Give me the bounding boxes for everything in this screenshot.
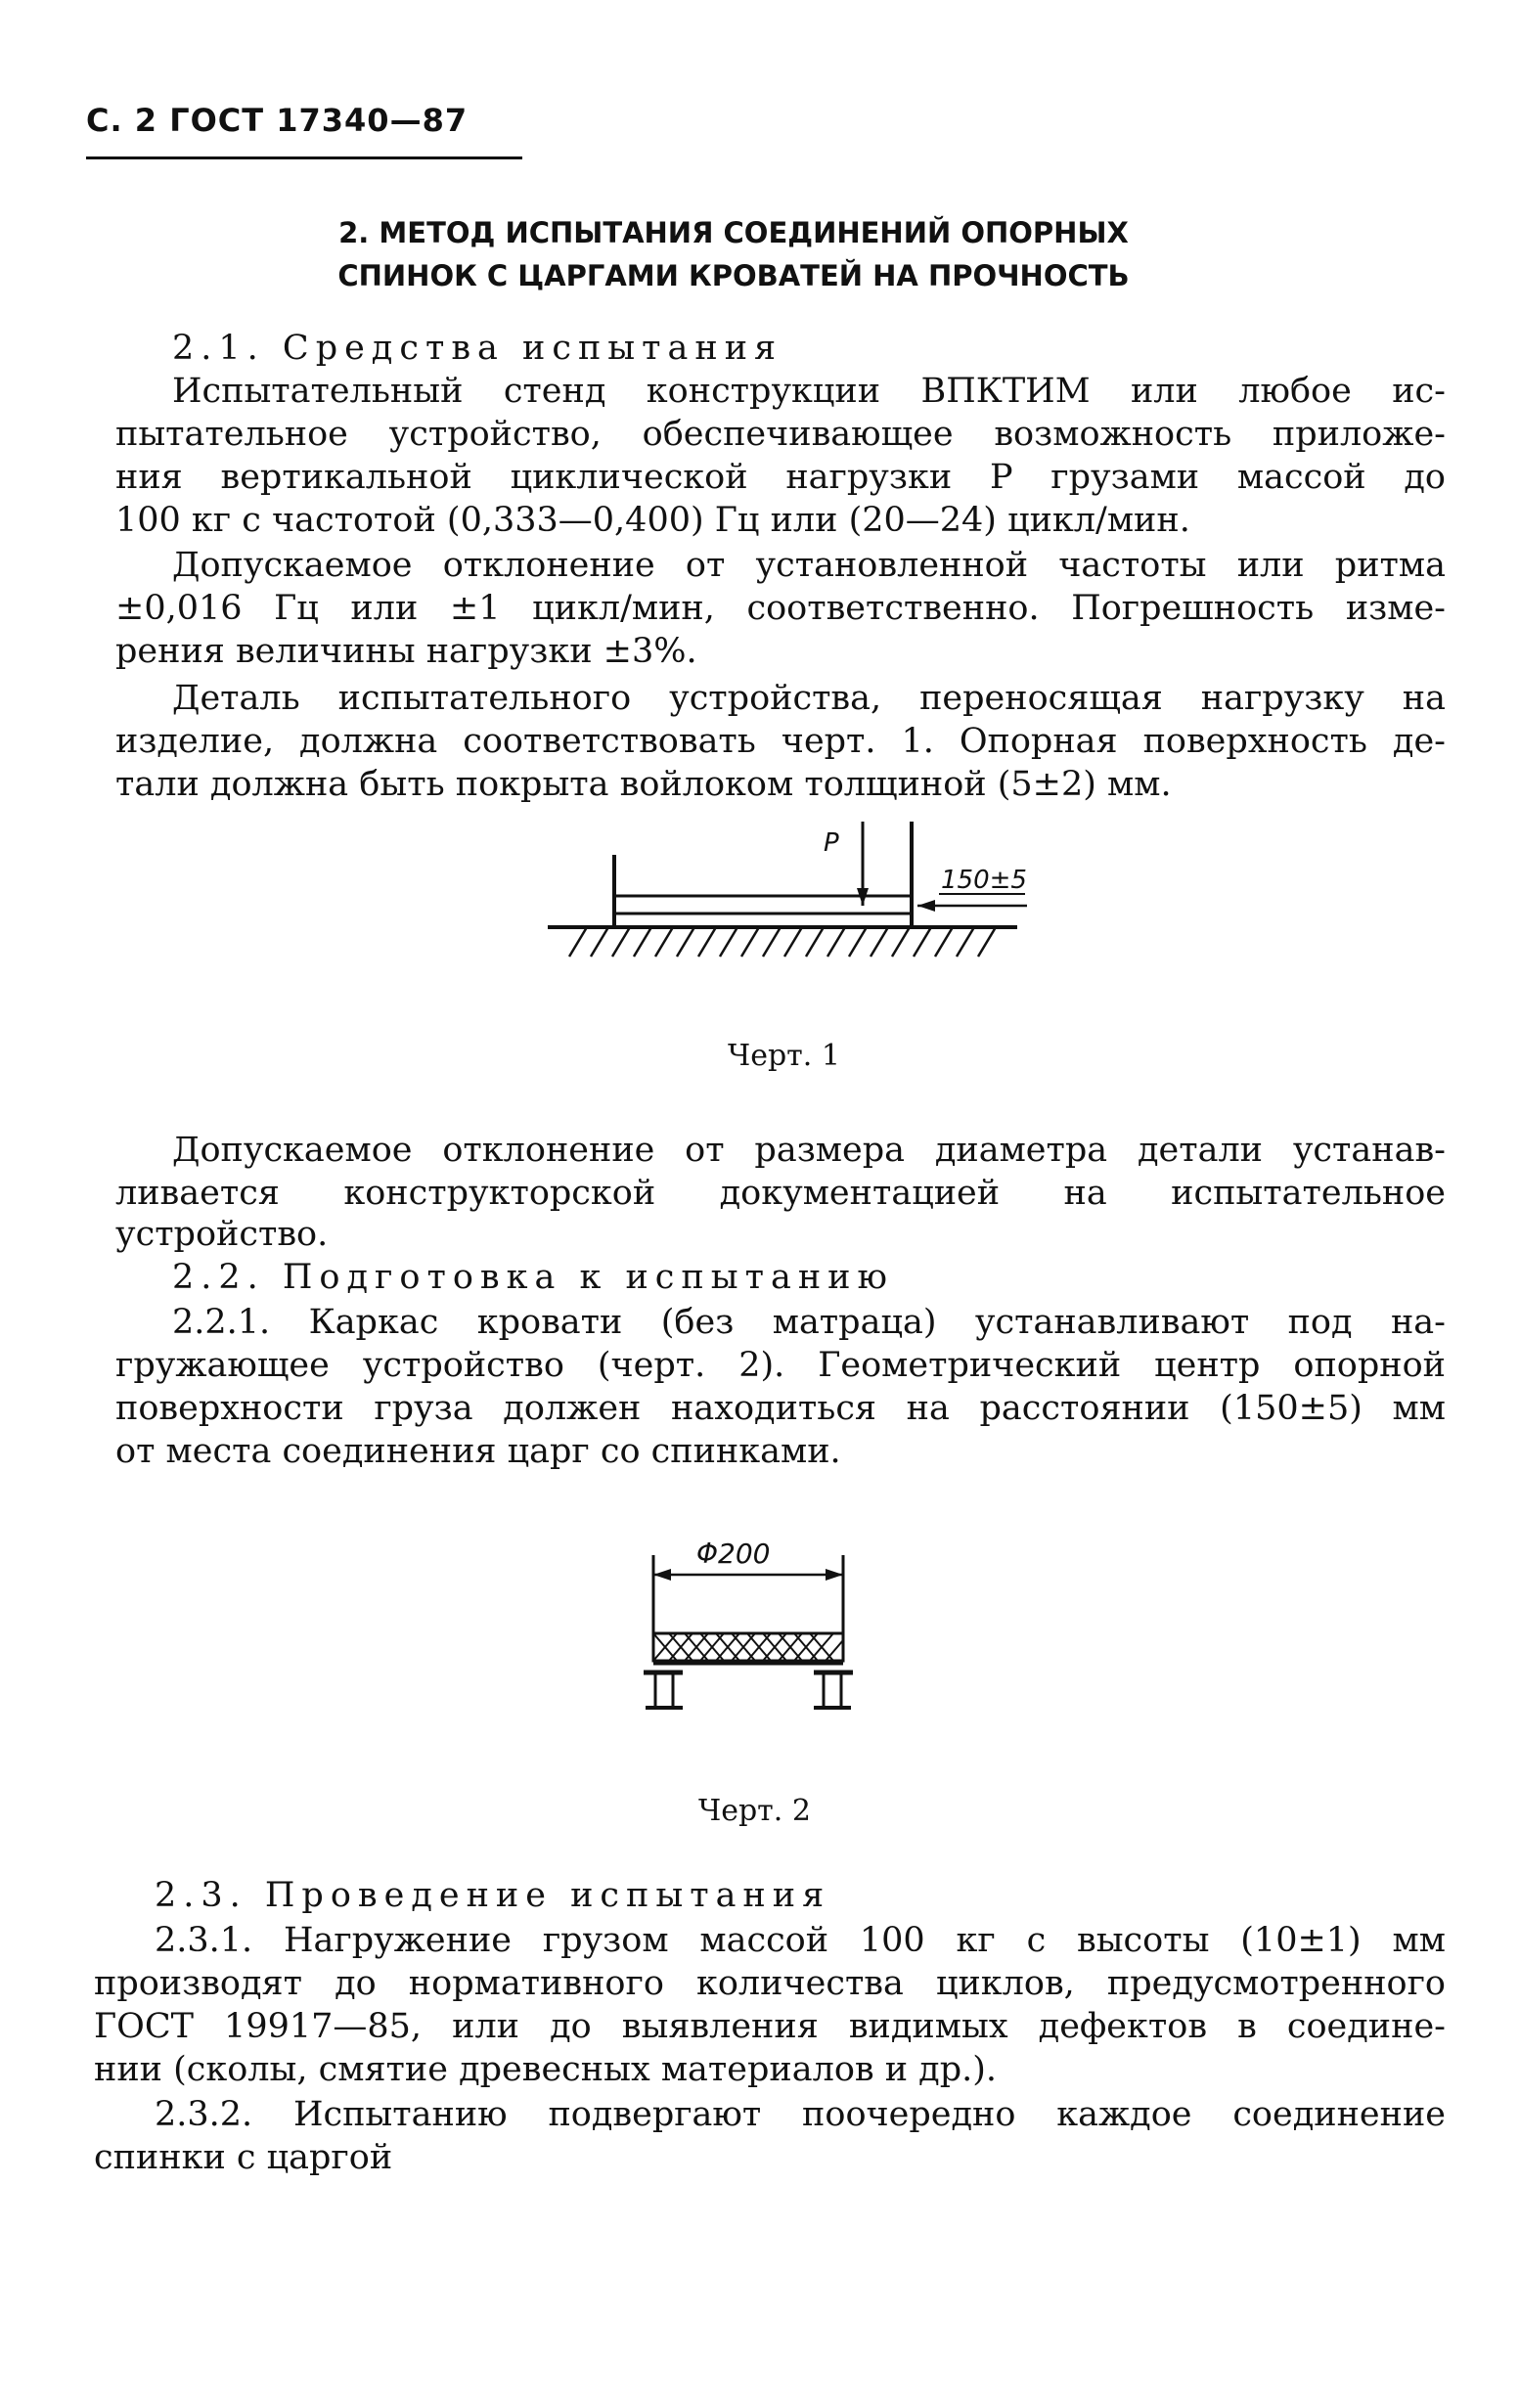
figure-2-caption: Черт. 2 <box>698 1794 811 1828</box>
paragraph-line: производят до нормативного количества циклов, предусмотренного <box>94 1964 1446 2003</box>
section-title-line-1: 2. МЕТОД ИСПЫТАНИЯ СОЕДИНЕНИЙ ОПОРНЫХ <box>338 216 1129 249</box>
paragraph-line: от места соединения царг со спинками. <box>115 1432 841 1471</box>
paragraph-line: изделие, должна соответствовать черт. 1. Опорная поверхность де- <box>115 722 1446 761</box>
section-title-line-2: СПИНОК С ЦАРГАМИ КРОВАТЕЙ НА ПРОЧНОСТЬ <box>337 259 1130 292</box>
page-header: С. 2 ГОСТ 17340—87 <box>86 102 469 139</box>
figure-1-dimension-label: 150±5 <box>941 866 1027 895</box>
paragraph-line: тали должна быть покрыта войлоком толщиной (5±2) мм. <box>115 765 1172 804</box>
figure-1-force-label: P <box>824 828 839 858</box>
subsection-heading-2-1: 2.1. Средства испытания <box>172 329 783 368</box>
paragraph-line: поверхности груза должен находиться на расстоянии (150±5) мм <box>115 1389 1446 1428</box>
paragraph-line: ния вертикальной циклической нагрузки P грузами массой до <box>115 458 1446 497</box>
figure-1-diagram <box>548 812 1056 968</box>
paragraph-line: ГОСТ 19917—85, или до выявления видимых дефектов в соедине- <box>94 2007 1446 2046</box>
paragraph-line: нии (сколы, смятие древесных материалов и др.). <box>94 2050 998 2089</box>
paragraph-line: Деталь испытательного устройства, переносящая нагрузку на <box>172 679 1446 718</box>
paragraph-line: 2.3.2. Испытанию подвергают поочередно каждое соединение <box>155 2095 1446 2134</box>
figure-2-diagram <box>636 1526 871 1741</box>
paragraph-line: Допускаемое отклонение от размера диаметра детали устанав- <box>172 1131 1446 1170</box>
paragraph-line: Допускаемое отклонение от установленной частоты или ритма <box>172 546 1446 585</box>
paragraph-line: ливается конструкторской документацией на испытательное <box>115 1174 1446 1213</box>
paragraph-line: 2.3.1. Нагружение грузом массой 100 кг с высоты (10±1) мм <box>155 1921 1446 1960</box>
paragraph-line: спинки с царгой <box>94 2138 393 2177</box>
paragraph-line: ±0,016 Гц или ±1 цикл/мин, соответственно. Погрешность изме- <box>115 589 1446 628</box>
figure-1-caption: Черт. 1 <box>728 1039 840 1073</box>
paragraph-line: 100 кг с частотой (0,333—0,400) Гц или (20—24) цикл/мин. <box>115 501 1190 540</box>
paragraph-line: Испытательный стенд конструкции ВПКТИМ или любое ис- <box>172 372 1446 411</box>
subsection-heading-2-2: 2.2. Подготовка к испытанию <box>172 1258 894 1297</box>
paragraph-line: рения величины нагрузки ±3%. <box>115 632 697 671</box>
paragraph-line: гружающее устройство (черт. 2). Геометрический центр опорной <box>115 1346 1446 1385</box>
subsection-heading-2-3: 2.3. Проведение испытания <box>155 1876 831 1915</box>
paragraph-line: 2.2.1. Каркас кровати (без матраца) устанавливают под на- <box>172 1303 1446 1342</box>
header-rule <box>86 156 522 159</box>
paragraph-line: устройство. <box>115 1215 329 1254</box>
figure-2-dimension-label: Φ200 <box>696 1538 771 1570</box>
paragraph-line: пытательное устройство, обеспечивающее возможность приложе- <box>115 415 1446 454</box>
